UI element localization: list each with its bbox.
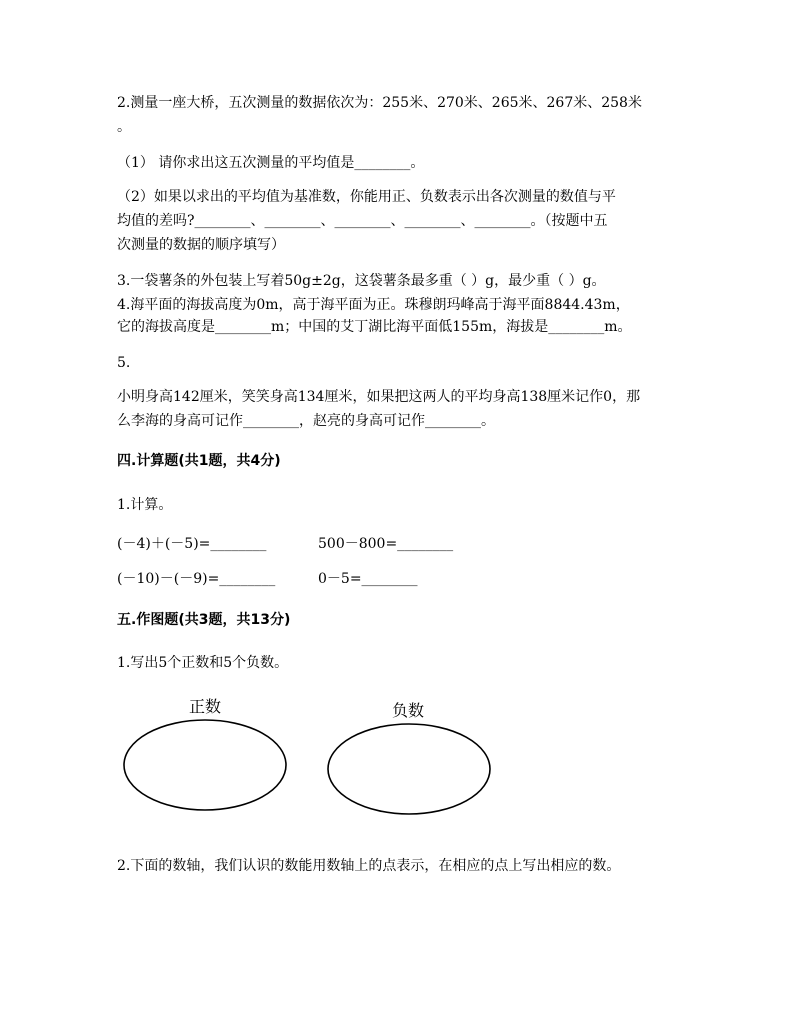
- q5-line1: 小明身高142厘米，笑笑身高134厘米，如果把这两人的平均身高138厘米记作0，那: [117, 389, 641, 405]
- q4-line2: 它的海拔高度是________m；中国的艾丁湖比海平面低155m，海拔是________m。: [117, 319, 632, 335]
- q4-line1: 4.海平面的海拔高度为0m，高于海平面为正。珠穆朗玛峰高于海平面8844.43m，: [117, 297, 630, 313]
- section5-q1-title: 1.写出5个正数和5个负数。: [117, 655, 289, 671]
- q2-sub2-line1: （2）如果以求出的平均值为基准数，你能用正、负数表示出各次测量的数值与平: [117, 189, 616, 205]
- q2-line1-cont: 。: [117, 119, 131, 135]
- q5-number: 5.: [117, 355, 131, 371]
- expr2: 500－800=________: [318, 536, 454, 552]
- q2-sub2-line3: 次测量的数据的顺序填写）: [117, 237, 285, 253]
- section4-heading: 四.计算题(共1题，共4分): [117, 453, 281, 469]
- expr1: (－4)＋(－5)=________: [117, 536, 267, 552]
- section4-q1-title: 1.计算。: [117, 497, 173, 513]
- expr4: 0－5=________: [318, 571, 418, 587]
- q2-sub2-line2: 均值的差吗?________、________、________、________、________。（按题中五: [117, 213, 608, 229]
- q2-sub1: （1） 请你求出这五次测量的平均值是________。: [117, 155, 425, 171]
- positive-label: 正数: [189, 697, 222, 716]
- q3-text: 3.一袋薯条的外包装上写着50g±2g，这袋薯条最多重（ ）g，最少重（ ）g。: [117, 273, 606, 289]
- positive-ellipse: [120, 716, 290, 814]
- section5-heading: 五.作图题(共3题，共13分): [117, 612, 291, 628]
- negative-label: 负数: [392, 701, 425, 720]
- q5-line2: 么李海的身高可记作________，赵亮的身高可记作________。: [117, 413, 495, 429]
- expr3: (－10)－(－9)=________: [117, 571, 276, 587]
- section5-q2-title: 2.下面的数轴，我们认识的数能用数轴上的点表示，在相应的点上写出相应的数。: [117, 858, 621, 874]
- negative-ellipse: [324, 720, 494, 818]
- q2-line1: 2.测量一座大桥，五次测量的数据依次为：255米、270米、265米、267米、258米: [117, 95, 642, 111]
